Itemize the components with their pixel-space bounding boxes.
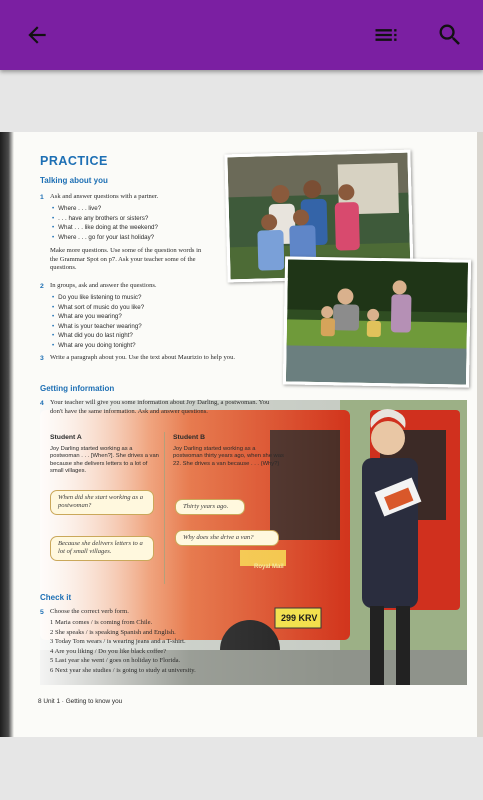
list-item: • . . . have any brothers or sisters? — [52, 214, 158, 224]
list-item: 4 Are you liking / Do you like black coffee? — [50, 647, 167, 655]
search-icon — [436, 21, 464, 49]
student-a-text: Joy Darling started working as a postwoman . . . [When?]. She drives a van because she delivers letters to a lot of small villages. — [50, 446, 159, 475]
grandparents-photo — [283, 256, 471, 387]
table-of-contents-icon — [372, 21, 400, 49]
page-spine — [0, 132, 14, 737]
list-item: • What are you wearing? — [52, 312, 144, 322]
speech-bubble: Why does she drive a van? — [175, 530, 279, 546]
van-logo: Royal Mail — [254, 564, 284, 570]
list-item: 6 Next year she studies / is going to study at university. — [50, 666, 196, 674]
table-of-contents-button[interactable] — [365, 14, 407, 56]
app-bar — [0, 0, 483, 70]
student-b-heading: Student B — [173, 434, 206, 441]
page-footer: 8 Unit 1 · Getting to know you — [38, 698, 123, 705]
list-item: 2 She speaks / is speaking Spanish and English. — [50, 628, 176, 636]
student-a-heading: Student A — [50, 434, 82, 441]
list-item: 3 Today Tom wears / is wearing jeans and a T-shirt. — [50, 638, 186, 646]
section-title: PRACTICE — [40, 154, 108, 168]
exercise-4-instruction: Your teacher will give you some information about Joy Darling, a postwoman. You don't have the same information. Ask and answer questions. — [50, 399, 270, 415]
list-item: • What did you do last night? — [52, 331, 144, 341]
exercise-number: 4 — [40, 400, 44, 407]
speech-bubble: When did she start working as a postwoman? — [50, 490, 154, 515]
search-button[interactable] — [429, 14, 471, 56]
exercise-number: 1 — [40, 194, 44, 201]
speech-bubble: Thirty years ago. — [175, 499, 245, 515]
list-item: • What . . . like doing at the weekend? — [52, 223, 158, 233]
student-b-text: Joy Darling started working as a postwoman thirty years ago, when she was 22. She drives a van because . . . (Why?) — [173, 446, 284, 467]
getting-information-heading: Getting information — [40, 384, 115, 393]
page-edge — [477, 132, 483, 737]
exercise-2-list — [52, 293, 144, 351]
exercise-3-instruction: Write a paragraph about you. Use the text about Maurizio to help you. — [50, 354, 236, 361]
document-viewer[interactable] — [0, 70, 483, 800]
check-it-heading: Check it — [40, 593, 72, 602]
exercise-5-instruction: Choose the correct verb form. — [50, 608, 129, 615]
list-item: 5 Last year she went / goes on holiday to Florida. — [50, 657, 181, 665]
arrow-back-icon — [24, 22, 50, 48]
speech-bubble: Because she delivers letters to a lot of small villages. — [50, 536, 154, 561]
list-item: • What sort of music do you like? — [52, 303, 144, 313]
exercise-1-list — [52, 204, 158, 242]
exercise-number: 5 — [40, 609, 44, 616]
column-divider — [164, 432, 165, 584]
list-item: • Where . . . live? — [52, 204, 158, 214]
back-button[interactable] — [16, 14, 58, 56]
talking-heading: Talking about you — [40, 176, 108, 185]
viewer-background — [0, 737, 483, 800]
exercise-1-instruction: Ask and answer questions with a partner. — [50, 193, 159, 200]
list-item: • Where . . . go for your last holiday? — [52, 233, 158, 243]
exercise-1-more: Make more questions. Use some of the question words in the Grammar Spot on p7. Ask your teacher some of the questions. — [50, 247, 202, 272]
exercise-number: 3 — [40, 355, 44, 362]
book-page — [0, 132, 483, 737]
exercise-2-instruction: In groups, ask and answer the questions. — [50, 282, 157, 289]
list-item: • Do you like listening to music? — [52, 293, 144, 303]
list-item: 1 Maria comes / is coming from Chile. — [50, 619, 153, 626]
exercise-5-list — [50, 618, 290, 676]
exercise-number: 2 — [40, 283, 44, 290]
list-item: • What are you doing tonight? — [52, 341, 144, 351]
license-plate: 299 KRV — [281, 613, 318, 623]
list-item: • What is your teacher wearing? — [52, 322, 144, 332]
